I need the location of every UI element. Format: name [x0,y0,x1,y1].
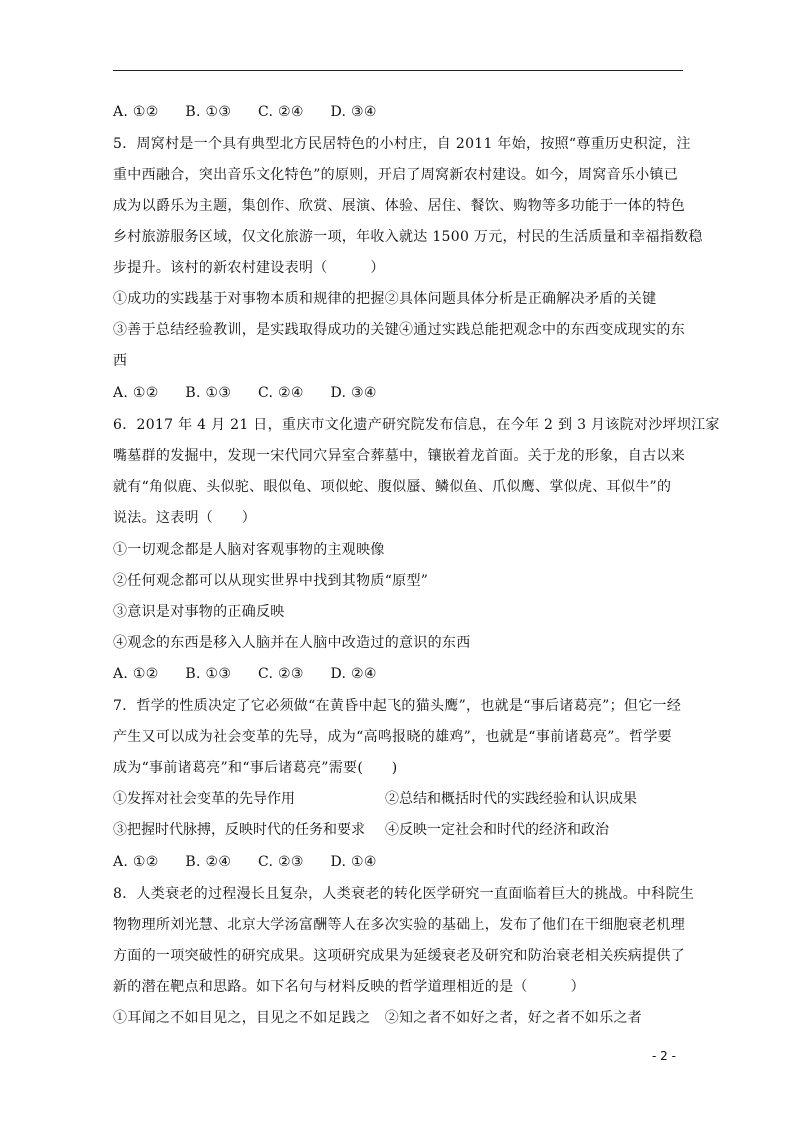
option-b: B. ①③ [185,385,232,401]
q5-line: 乡村旅游服务区域，仅文化旅游一项，年收入就达 1500 万元，村民的生活质量和幸福指数稳 [113,229,703,245]
header-rule [113,70,683,71]
q7-choice: ①发挥对社会变革的先导作用 [113,791,295,807]
q7-choice: ④反映一定社会和时代的经济和政治 [385,822,609,838]
q5-choice: ①成功的实践基于对事物本质和规律的把握②具体问题具体分析是正确解决矛盾的关键 [113,291,657,307]
q7-line: 7．哲学的性质决定了它必须做“在黄昏中起飞的猫头鹰”，也就是“事后诸葛亮”；但它一经 [113,698,682,714]
q6-choice: ②任何观念都可以从现实世界中找到其物质“原型” [113,573,429,589]
q7-choice: ③把握时代脉搏，反映时代的任务和要求 [113,822,365,838]
q6-choice: ①一切观念都是人脑对客观事物的主观映像 [113,542,385,558]
option-c: C. ②③ [257,666,304,682]
q8-line: 新的潜在靶点和思路。如下名句与材料反映的哲学道理相近的是（ ） [113,979,585,995]
option-a: A. ①② [113,104,159,120]
q5-line: 步提升。该村的新农村建设表明（ ） [113,260,385,276]
option-b: B. ①③ [185,666,232,682]
option-a: A. ①② [113,666,159,682]
option-b: B. ②④ [185,854,232,870]
q5-line: 5．周窝村是一个具有典型北方民居特色的小村庄，自 2011 年始，按照“尊重历史积淀，注 [113,136,691,152]
q8-choice: ①耳闻之不如目见之，目见之不如足践之 ②知之者不如好之者，好之者不如乐之者 [113,1010,643,1026]
q7-choice-row [113,789,637,809]
q6-options [113,664,399,684]
q7-line: 成为“事前诸葛亮”和“事后诸葛亮”需要( ) [113,760,398,776]
q5-line: 重中西融合，突出音乐文化特色”的原则，开启了周窝新农村建设。如今，周窝音乐小镇已 [113,167,679,183]
q8-line: 物物理所刘光慧、北京大学汤富酬等人在多次实验的基础上，发布了他们在干细胞衰老机理 [113,917,685,933]
option-c: C. ②④ [257,385,304,401]
q6-line: 说法。这表明（ ） [113,510,256,526]
option-b: B. ①③ [185,104,232,120]
q5-choice: 西 [113,353,128,369]
option-d: D. ②④ [330,666,377,682]
q5-options [113,383,399,403]
q7-choice-row [113,820,609,840]
q6-line: 嘴墓群的发掘中，发现一宋代同穴异室合葬墓中，镶嵌着龙首面。关于龙的形象，自古以来 [113,448,685,464]
option-d: D. ③④ [330,104,377,120]
option-c: C. ②③ [257,854,304,870]
q8-line: 方面的一项突破性的研究成果。这项研究成果为延缓衰老及研究和防治衰老相关疾病提供了 [113,948,685,964]
option-a: A. ①② [113,854,159,870]
option-c: C. ②④ [257,104,304,120]
page-number: - 2 - [652,1049,676,1063]
q6-choice: ③意识是对事物的正确反映 [113,604,285,620]
q7-choice: ②总结和概括时代的实践经验和认识成果 [385,791,637,807]
option-d: D. ①④ [330,854,377,870]
q6-choice: ④观念的东西是移入人脑并在人脑中改造过的意识的东西 [113,635,471,651]
q7-line: 产生又可以成为社会变革的先导，成为“高鸣报晓的雄鸡”，也就是“事前诸葛亮”。哲学要 [113,729,672,745]
header-options [113,102,399,122]
option-a: A. ①② [113,385,159,401]
q6-line: 就有“角似鹿、头似驼、眼似龟、项似蛇、腹似蜃、鳞似鱼、爪似鹰、掌似虎、耳似牛”的 [113,479,672,495]
q8-line: 8．人类衰老的过程漫长且复杂，人类衰老的转化医学研究一直面临着巨大的挑战。中科院生 [113,886,695,902]
q5-line: 成为以爵乐为主题，集创作、欣赏、展演、体验、居住、餐饮、购物等多功能于一体的特色 [113,198,685,214]
option-d: D. ③④ [330,385,377,401]
q6-line: 6．2017 年 4 月 21 日，重庆市文化遗产研究院发布信息，在今年 2 到 3 月该院对沙坪坝江家 [113,417,720,433]
q7-options [113,852,399,872]
q5-choice: ③善于总结经验教训，是实践取得成功的关键④通过实践总能把观念中的东西变成现实的东 [113,322,685,338]
